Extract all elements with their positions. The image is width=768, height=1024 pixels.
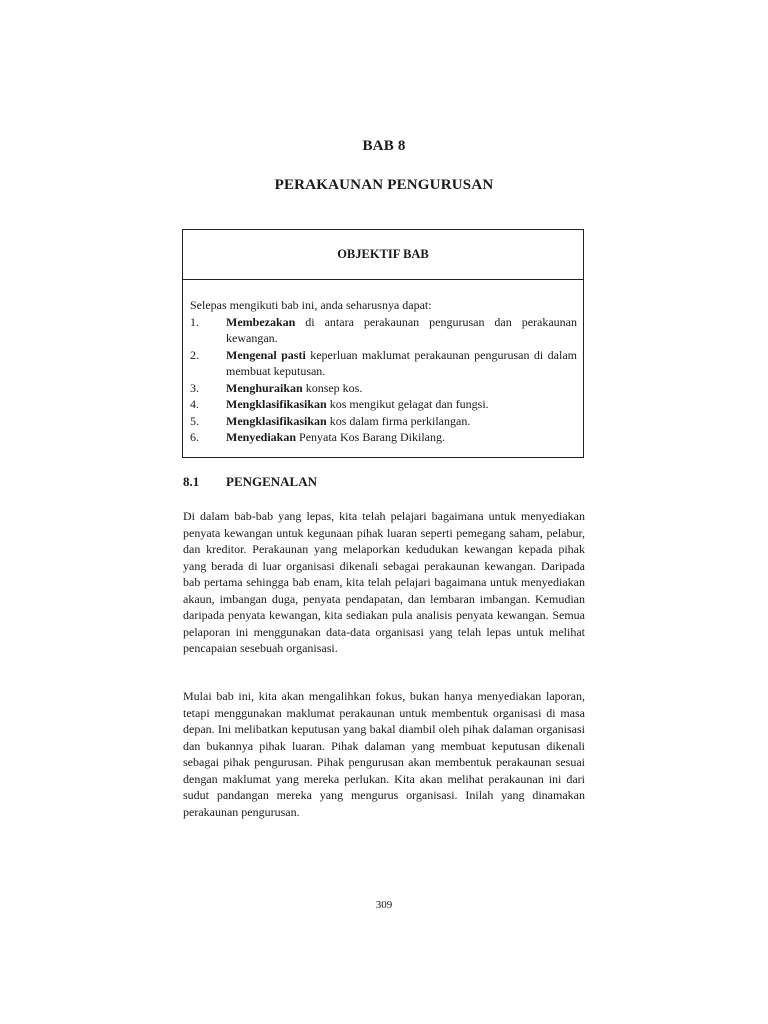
body-paragraph: Di dalam bab-bab yang lepas, kita telah pelajari bagaimana untuk menyediakan penyata kewangan untuk kegunaan pihak luaran seperti pemegang saham, pelabur, dan kreditor. Perakaunan yang melaporkan kedudukan kewangan kepada pihak yang berada di luar organisasi dikenali sebagai perakaunan kewangan. Daripada bab pertama sehingga bab enam, kita telah pelajari bagaimana untuk menyediakan akaun, imbangan duga, penyata pendapatan, dan lembaran imbangan. Kemudian daripada penyata kewangan, kita sediakan pula analisis penyata kewangan. Semua pelaporan ini menggunakan data-data organisasi yang telah lepas untuk melihat pencapaian sesebuah organisasi. — [183, 509, 585, 655]
objective-item — [190, 347, 577, 380]
chapter-number: BAB 8 — [362, 138, 406, 154]
objectives-heading: OBJEKTIF BAB — [183, 230, 583, 280]
section-number: 8.1 — [183, 474, 200, 489]
objective-number: 4. — [190, 397, 199, 411]
section-title: PENGENALAN — [226, 474, 318, 489]
chapter-title: PERAKAUNAN PENGURUSAN — [274, 177, 494, 193]
objective-keyword: Mengklasifikasikan — [226, 413, 327, 428]
objective-description: di antara perakaunan pengurusan dan perakaunan kewangan. — [226, 314, 577, 345]
objective-keyword: Menghuraikan — [226, 380, 303, 395]
objective-text — [226, 347, 577, 380]
objective-keyword: Menyediakan — [226, 430, 297, 444]
objective-number: 3. — [190, 380, 199, 395]
objective-item — [190, 314, 577, 347]
objective-text — [226, 380, 577, 397]
objective-text — [226, 413, 577, 430]
objective-description: kos mengikut gelagat dan fungsi. — [326, 397, 489, 411]
objective-item — [190, 429, 577, 446]
objective-number: 5. — [190, 413, 199, 428]
body-paragraph: Mulai bab ini, kita akan mengalihkan fokus, bukan hanya menyediakan laporan, tetapi menggunakan maklumat perakaunan untuk membentuk organisasi di masa depan. Ini melibatkan keputusan yang bakal diambil oleh pihak dalaman organisasi dan bukannya pihak luaran. Pihak dalaman yang membuat keputusan dikenali sebagai pihak pengurusan. Pihak pengurusan akan membentuk perakaunan sesuai dengan maklumat yang mereka perlukan. Kita akan melihat perakaunan ini dari sudut pandangan mereka yang mengurus organisasi. Inilah yang dinamakan perakaunan pengurusan. — [183, 689, 585, 819]
objective-description: keperluan maklumat perakaunan pengurusan di dalam membuat keputusan. — [226, 347, 577, 378]
objective-text — [226, 314, 577, 347]
objective-item — [190, 380, 577, 397]
objective-description: konsep kos. — [302, 380, 363, 395]
objective-keyword: Mengklasifikasikan — [226, 397, 327, 411]
objectives-box — [182, 229, 584, 458]
objectives-intro: Selepas mengikuti bab ini, anda seharusnya dapat: — [190, 298, 432, 312]
objective-number: 6. — [190, 430, 199, 444]
objective-text — [226, 429, 577, 446]
section-heading — [183, 474, 317, 490]
objective-keyword: Mengenal pasti — [226, 347, 306, 362]
objective-item — [190, 413, 577, 430]
page-number: 309 — [375, 899, 393, 911]
objective-number: 2. — [190, 347, 199, 362]
objective-text — [226, 396, 577, 413]
objective-number: 1. — [190, 314, 199, 329]
objective-description: Penyata Kos Barang Dikilang. — [296, 430, 445, 444]
objectives-body — [183, 280, 583, 446]
objectives-list — [190, 314, 577, 446]
objective-description: kos dalam firma perkilangan. — [326, 413, 471, 428]
objective-item — [190, 396, 577, 413]
objective-keyword: Membezakan — [226, 314, 296, 329]
